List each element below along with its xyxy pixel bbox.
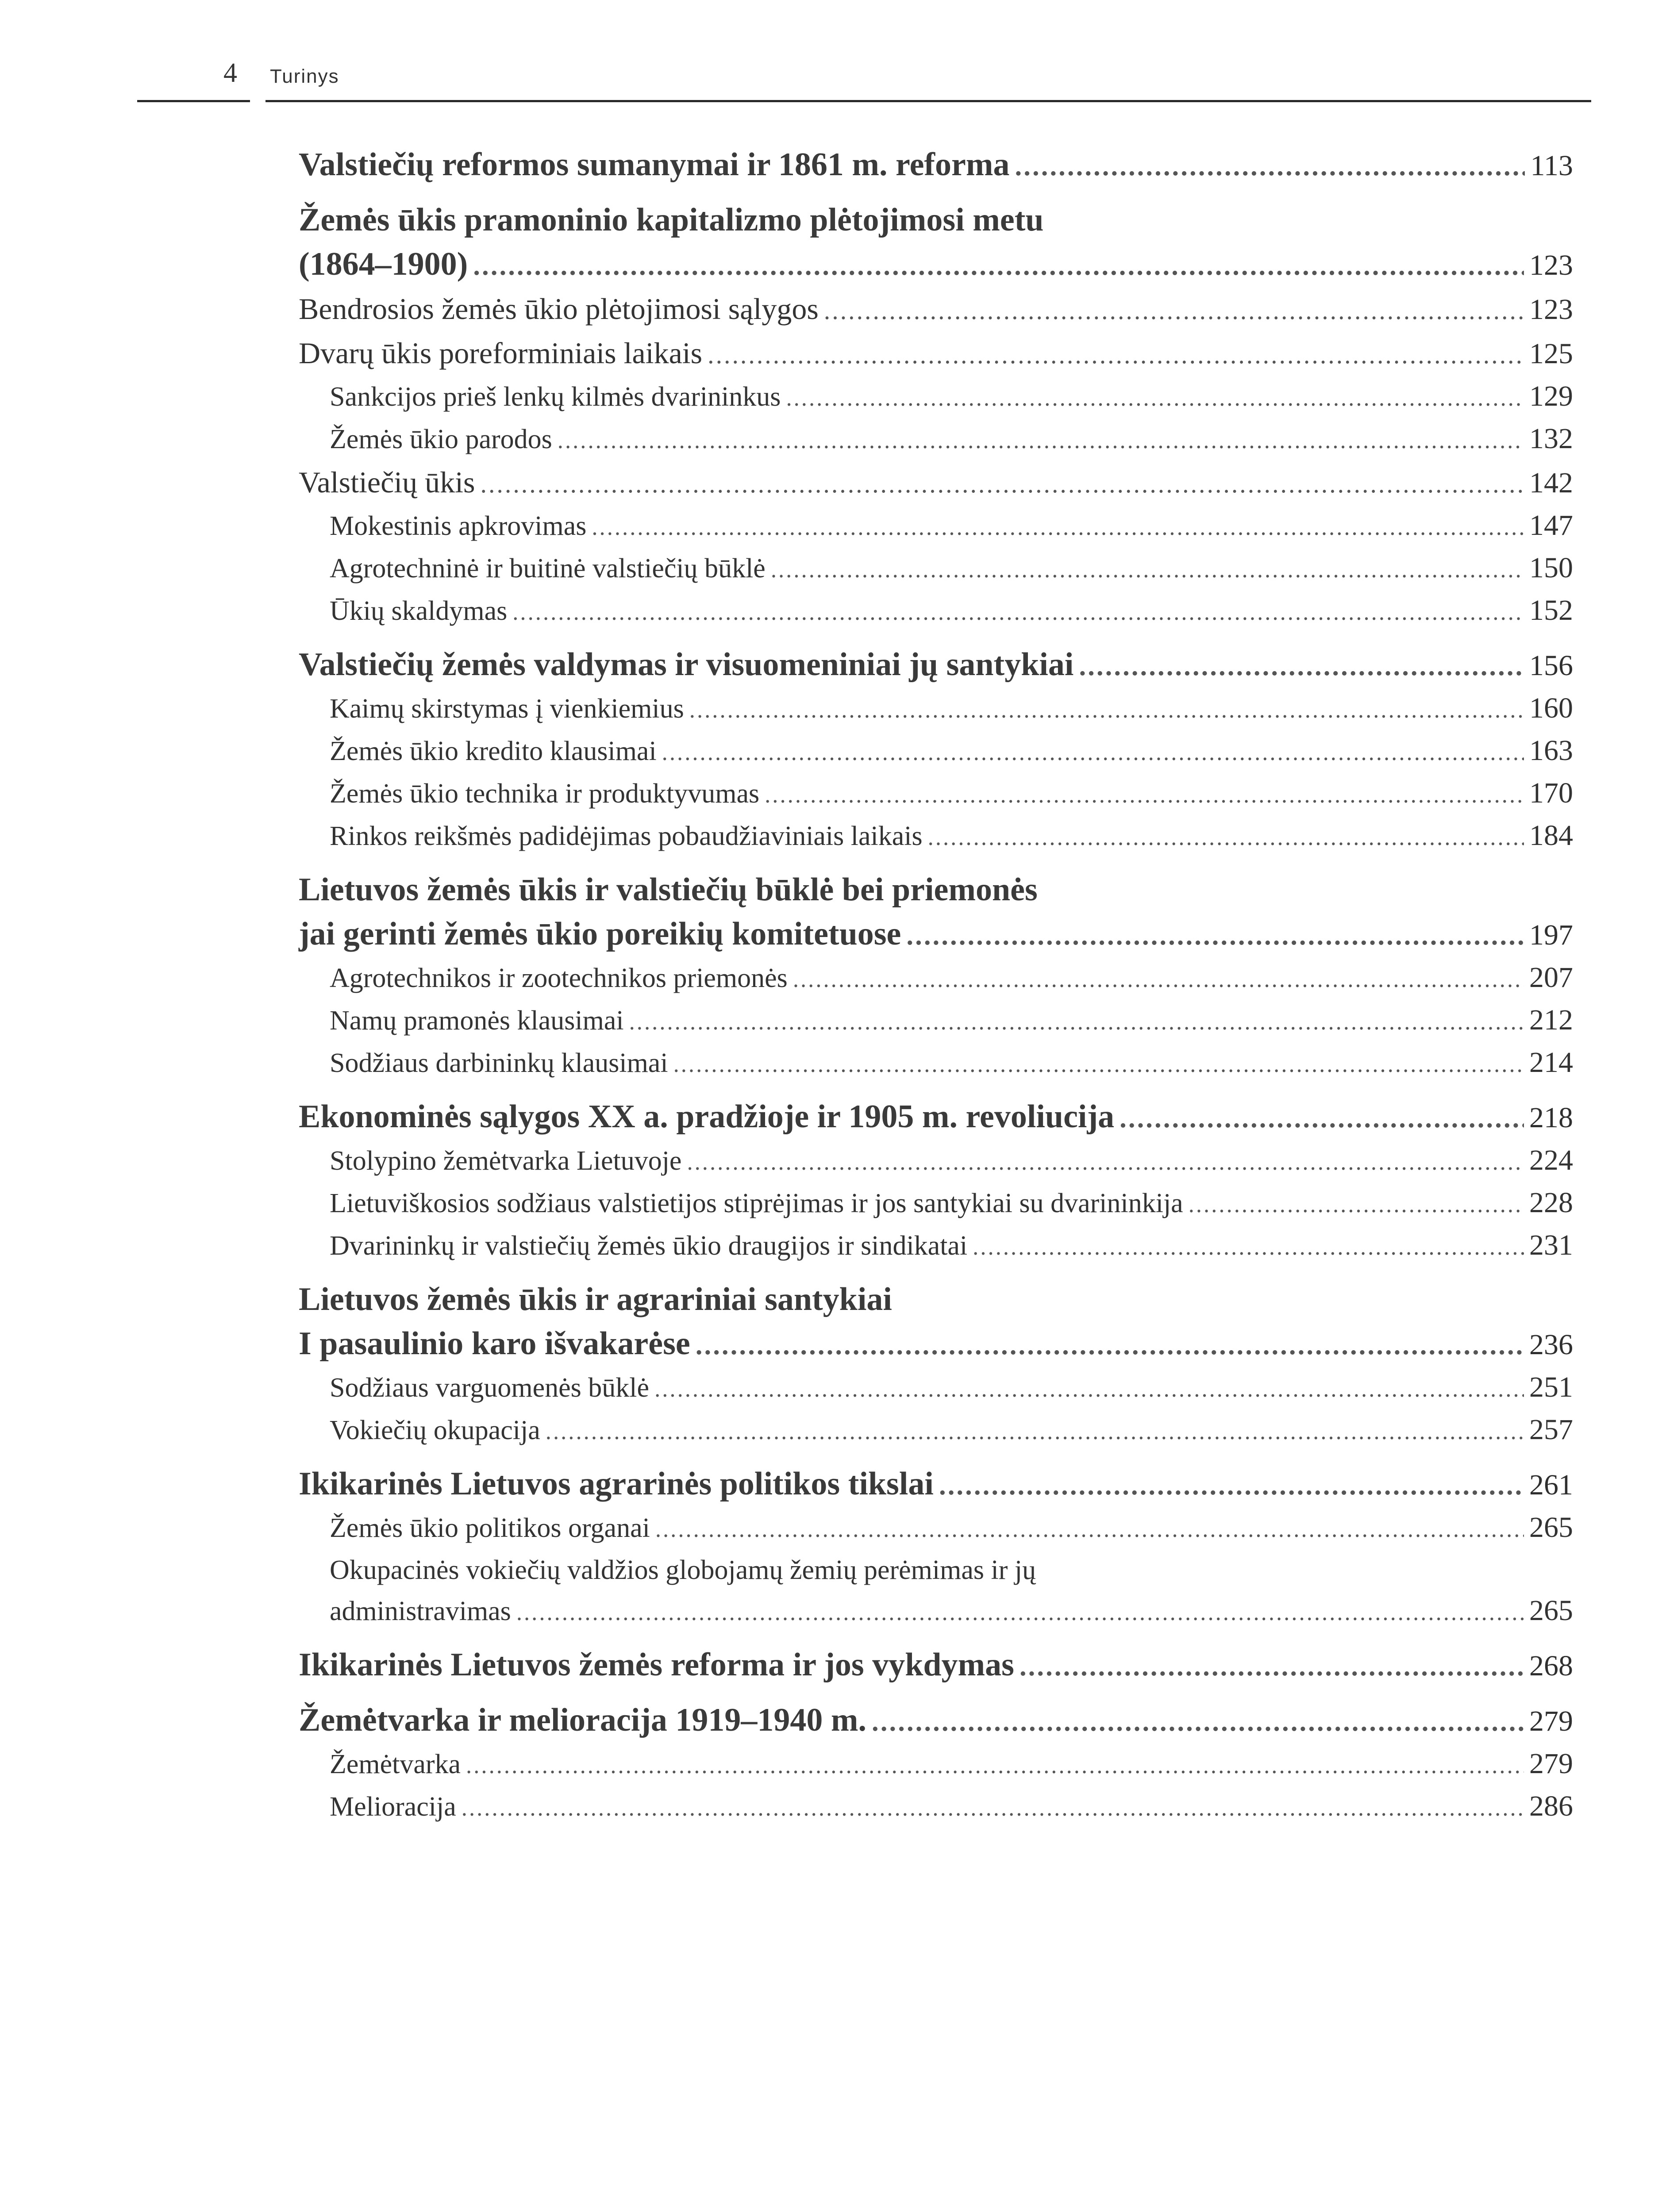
toc-entry-page: 129: [1529, 380, 1573, 412]
toc-entry-subsection[interactable]: [299, 548, 1573, 590]
toc-entry-chapter[interactable]: [299, 642, 1573, 688]
toc-entry-page: 184: [1529, 819, 1573, 852]
dot-leader: [786, 378, 1524, 419]
table-of-contents: [299, 142, 1573, 1846]
toc-entry-title: Bendrosios žemės ūkio plėtojimosi sąlygos: [299, 292, 819, 326]
toc-entry-page: 251: [1529, 1371, 1573, 1403]
dot-leader: [1020, 1644, 1524, 1688]
toc-entry-chapter[interactable]: [299, 1462, 1573, 1507]
toc-entry-section[interactable]: [299, 288, 1573, 332]
toc-entry-line2: [299, 242, 1573, 288]
toc-entry-title: Ekonominės sąlygos XX a. pradžioje ir 1905 m. revoliucija: [299, 1098, 1115, 1135]
running-title: Turinys: [270, 65, 339, 87]
toc-entry-page: 265: [1529, 1511, 1573, 1544]
page-number: 4: [223, 58, 237, 88]
toc-entry-subsection[interactable]: [299, 1786, 1573, 1828]
toc-entry-subsection[interactable]: [299, 376, 1573, 419]
toc-entry-page: 142: [1529, 467, 1573, 499]
toc-entry-subsection[interactable]: [299, 730, 1573, 773]
toc-entry-title-line1: Žemės ūkis pramoninio kapitalizmo plėtojimosi metu: [299, 202, 1044, 238]
toc-entry-title: Agrotechninė ir buitinė valstiečių būklė: [330, 553, 766, 584]
toc-entry-page: 113: [1530, 150, 1573, 182]
toc-entry-title: Žemės ūkio kredito klausimai: [330, 736, 657, 766]
toc-entry-page: 152: [1529, 594, 1573, 626]
toc-entry-title: Žemės ūkio politikos organai: [330, 1513, 650, 1543]
dot-leader: [824, 289, 1524, 332]
toc-entry-page: 279: [1529, 1747, 1573, 1780]
toc-entry-title: (1864–1900): [299, 246, 468, 282]
toc-entry-title: Stolypino žemėtvarka Lietuvoje: [330, 1146, 682, 1176]
dot-leader: [654, 1369, 1524, 1409]
toc-entry-title: Valstiečių ūkis: [299, 465, 475, 499]
toc-entry-subsection[interactable]: [299, 1367, 1573, 1409]
dot-leader: [473, 243, 1524, 288]
toc-entry-subsection[interactable]: [299, 1550, 1573, 1633]
toc-entry-section[interactable]: [299, 332, 1573, 376]
toc-entry-title: Ūkių skaldymas: [330, 596, 508, 626]
toc-entry-chapter[interactable]: [299, 142, 1573, 188]
toc-entry-page: 156: [1529, 649, 1573, 682]
toc-entry-chapter[interactable]: [299, 1643, 1573, 1688]
toc-entry-subsection[interactable]: [299, 590, 1573, 633]
toc-entry-subsection[interactable]: [299, 505, 1573, 548]
toc-entry-title: Sodžiaus darbininkų klausimai: [330, 1048, 668, 1078]
toc-entry-title: Žemėtvarka: [330, 1749, 461, 1779]
toc-entry-page: 257: [1529, 1413, 1573, 1446]
toc-entry-page: 170: [1529, 777, 1573, 809]
dot-leader: [1015, 144, 1525, 188]
toc-entry-title: Sankcijos prieš lenkų kilmės dvarininkus: [330, 382, 781, 412]
dot-leader: [516, 1592, 1524, 1633]
toc-entry-subsection[interactable]: [299, 1140, 1573, 1183]
dot-leader: [771, 549, 1524, 590]
toc-entry-title: Žemės ūkio technika ir produktyvumas: [330, 779, 760, 809]
dot-leader: [1120, 1096, 1524, 1140]
toc-entry-title-line1: Okupacinės vokiečių valdžios globojamų žemių perėmimas ir jų: [330, 1555, 1036, 1585]
toc-entry-subsection[interactable]: [299, 815, 1573, 858]
toc-entry-title: Kaimų skirstymas į vienkiemius: [330, 694, 684, 724]
toc-entry-subsection[interactable]: [299, 419, 1573, 461]
toc-entry-subsection[interactable]: [299, 1743, 1573, 1786]
toc-entry-line2: [299, 1321, 1573, 1367]
dot-leader: [462, 1788, 1524, 1828]
toc-entry-page: 228: [1529, 1187, 1573, 1219]
toc-entry-page: 236: [1529, 1329, 1573, 1361]
dot-leader: [1189, 1184, 1524, 1225]
toc-entry-page: 261: [1529, 1469, 1573, 1501]
dot-leader: [466, 1745, 1524, 1786]
running-header: [137, 0, 1574, 103]
toc-entry-title: administravimas: [330, 1596, 511, 1626]
toc-entry-page: 212: [1529, 1004, 1573, 1036]
toc-entry-chapter[interactable]: [299, 1094, 1573, 1140]
toc-entry-subsection[interactable]: [299, 1507, 1573, 1550]
dot-leader: [872, 1699, 1524, 1743]
toc-entry-subsection[interactable]: [299, 1042, 1573, 1085]
toc-entry-title: Lietuviškosios sodžiaus valstietijos stiprėjimas ir jos santykiai su dvarininkija: [330, 1188, 1183, 1218]
toc-entry-title: jai gerinti žemės ūkio poreikių komitetuose: [299, 916, 901, 952]
toc-entry-page: 214: [1529, 1046, 1573, 1079]
dot-leader: [973, 1227, 1524, 1267]
toc-entry-page: 279: [1529, 1705, 1573, 1737]
toc-entry-page: 160: [1529, 692, 1573, 724]
toc-entry-page: 268: [1529, 1650, 1573, 1682]
toc-entry-title: Namų pramonės klausimai: [330, 1006, 624, 1036]
toc-entry-page: 231: [1529, 1229, 1573, 1261]
dot-leader: [1079, 644, 1524, 688]
toc-entry-subsection[interactable]: [299, 1225, 1573, 1267]
toc-entry-title: Sodžiaus varguomenės būklė: [330, 1373, 650, 1403]
toc-entry-page: 132: [1529, 422, 1573, 455]
dot-leader: [906, 913, 1524, 957]
toc-entry-subsection[interactable]: [299, 688, 1573, 730]
toc-entry-title-line1: Lietuvos žemės ūkis ir valstiečių būklė bei priemonės: [299, 872, 1038, 908]
toc-entry-page: 163: [1529, 734, 1573, 767]
toc-entry-title: Žemėtvarka ir melioracija 1919–1940 m.: [299, 1702, 867, 1738]
toc-entry-subsection[interactable]: [299, 1409, 1573, 1452]
toc-entry-page: 150: [1529, 552, 1573, 584]
toc-entry-line2: [299, 912, 1573, 957]
toc-entry-page: 286: [1529, 1790, 1573, 1822]
toc-entry-section[interactable]: [299, 461, 1573, 505]
toc-entry-chapter[interactable]: [299, 1277, 1573, 1367]
toc-entry-page: 125: [1529, 338, 1573, 370]
toc-entry-subsection[interactable]: [299, 1000, 1573, 1042]
toc-entry-page: 207: [1529, 961, 1573, 994]
toc-entry-title: Rinkos reikšmės padidėjimas pobaudžiaviniais laikais: [330, 821, 923, 851]
dot-leader: [592, 507, 1524, 548]
toc-entry-line2: [330, 1590, 1573, 1633]
toc-entry-title: Vokiečių okupacija: [330, 1415, 540, 1445]
toc-entry-title: I pasaulinio karo išvakarėse: [299, 1325, 690, 1362]
dot-leader: [696, 1323, 1524, 1367]
toc-entry-page: 265: [1529, 1594, 1573, 1627]
toc-entry-page: 147: [1529, 509, 1573, 541]
dot-leader: [558, 420, 1524, 461]
toc-entry-page: 224: [1529, 1144, 1573, 1176]
dot-leader: [546, 1411, 1524, 1452]
toc-entry-subsection[interactable]: [299, 957, 1573, 1000]
toc-entry-title: Dvarininkų ir valstiečių žemės ūkio draugijos ir sindikatai: [330, 1231, 968, 1261]
toc-entry-title: Mokestinis apkrovimas: [330, 511, 587, 541]
dot-leader: [673, 1044, 1524, 1085]
dot-leader: [765, 775, 1524, 815]
dot-leader: [512, 592, 1524, 633]
toc-entry-title: Ikikarinės Lietuvos žemės reforma ir jos vykdymas: [299, 1647, 1014, 1683]
header-rule-right: [265, 100, 1591, 102]
toc-entry-chapter[interactable]: [299, 198, 1573, 288]
toc-entry-title: Valstiečių žemės valdymas ir visuomeniniai jų santykiai: [299, 646, 1074, 683]
dot-leader: [687, 1142, 1524, 1183]
toc-entry-page: 218: [1529, 1102, 1573, 1134]
dot-leader: [939, 1463, 1524, 1507]
toc-entry-page: 123: [1529, 293, 1573, 326]
dot-leader: [655, 1509, 1524, 1550]
dot-leader: [928, 817, 1524, 858]
toc-entry-page: 197: [1529, 919, 1573, 951]
dot-leader: [689, 690, 1524, 730]
toc-entry-title: Žemės ūkio parodos: [330, 424, 552, 454]
toc-entry-title-line1: Lietuvos žemės ūkis ir agrariniai santykiai: [299, 1281, 892, 1317]
toc-entry-title: Valstiečių reformos sumanymai ir 1861 m. reforma: [299, 146, 1010, 183]
toc-entry-page: 123: [1529, 249, 1573, 281]
dot-leader: [708, 334, 1524, 376]
toc-entry-title: Melioracija: [330, 1792, 456, 1822]
toc-entry-chapter[interactable]: [299, 1698, 1573, 1743]
toc-entry-subsection[interactable]: [299, 773, 1573, 815]
dot-leader: [481, 463, 1524, 505]
toc-entry-subsection[interactable]: [299, 1183, 1573, 1225]
toc-entry-title: Ikikarinės Lietuvos agrarinės politikos tikslai: [299, 1466, 934, 1502]
header-rule-left: [137, 100, 250, 102]
dot-leader: [793, 959, 1524, 1000]
dot-leader: [662, 732, 1524, 773]
toc-entry-title: Agrotechnikos ir zootechnikos priemonės: [330, 963, 788, 993]
toc-entry-chapter[interactable]: [299, 868, 1573, 957]
toc-entry-title: Dvarų ūkis poreforminiais laikais: [299, 336, 703, 370]
dot-leader: [629, 1002, 1524, 1042]
